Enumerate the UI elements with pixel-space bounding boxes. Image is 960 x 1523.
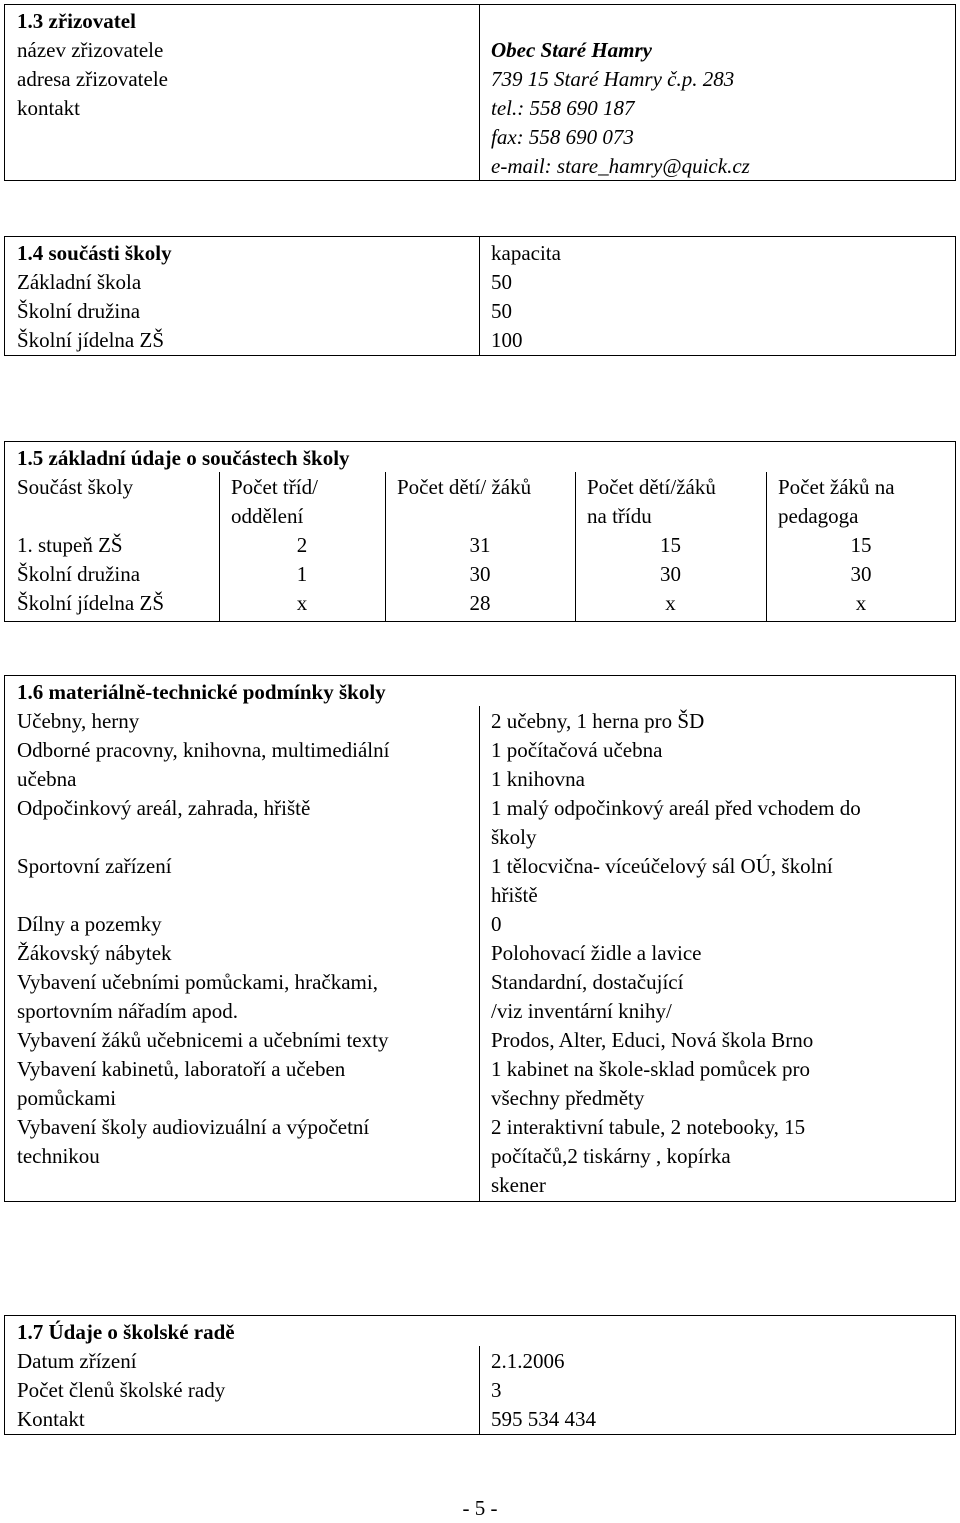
row-label: Školní jídelna ZŠ (17, 328, 164, 352)
table-cell: 2 (296, 533, 308, 557)
table-cell: x (855, 591, 867, 615)
row-value: 2.1.2006 (491, 1349, 565, 1373)
row-label: Odborné pracovny, knihovna, multimediální (17, 738, 390, 762)
header-na-tridu-2: na třídu (587, 504, 652, 528)
table-cell: 15 (660, 533, 681, 557)
row-value: 1 malý odpočinkový areál před vchodem do (491, 796, 861, 820)
section-title: 1.7 Údaje o školské radě (17, 1320, 235, 1344)
row-value: 100 (491, 328, 523, 352)
capacity-header: kapacita (491, 241, 561, 265)
table-cell: 30 (469, 562, 491, 586)
section-title: 1.6 materiálně-technické podmínky školy (17, 680, 386, 704)
label-nazev: název zřizovatele (17, 38, 164, 62)
row-label: Sportovní zařízení (17, 854, 172, 878)
table-cell: x (296, 591, 308, 615)
row-label: technikou (17, 1144, 100, 1168)
header-na-tridu: Počet dětí/žáků (587, 475, 716, 499)
label-adresa: adresa zřizovatele (17, 67, 168, 91)
section-soucasti (4, 236, 956, 356)
section-materialne-technicke (4, 675, 956, 1202)
table-cell: 28 (469, 591, 491, 615)
row-value: 1 kabinet na škole-sklad pomůcek pro (491, 1057, 810, 1081)
table-cell: Školní družina (17, 562, 141, 586)
header-pocet-trid-2: oddělení (231, 504, 304, 528)
table-cell: 15 (850, 533, 872, 557)
row-value: 2 interaktivní tabule, 2 notebooky, 15 (491, 1115, 806, 1139)
row-value: 50 (491, 299, 512, 323)
value-email: e-mail: stare_hamry@quick.cz (491, 154, 750, 178)
row-label: Vybavení školy audiovizuální a výpočetní (17, 1115, 370, 1139)
row-value: /viz inventární knihy/ (491, 999, 672, 1023)
row-value: školy (491, 825, 537, 849)
row-label: učebna (17, 767, 77, 791)
row-label: Počet členů školské rady (17, 1378, 226, 1402)
row-label: Základní škola (17, 270, 142, 294)
column-divider (479, 706, 480, 1201)
row-label: Učebny, herny (17, 709, 140, 733)
row-value: Standardní, dostačující (491, 970, 684, 994)
value-fax: fax: 558 690 073 (491, 125, 634, 149)
section-title: 1.4 součásti školy (17, 241, 172, 265)
column-divider (479, 237, 480, 355)
row-label: Vybavení kabinetů, laboratoří a učeben (17, 1057, 346, 1081)
value-adresa: 739 15 Staré Hamry č.p. 283 (491, 67, 735, 91)
header-pocet-trid: Počet tříd/ (231, 475, 318, 499)
value-nazev: Obec Staré Hamry (491, 38, 652, 62)
table-cell: 1 (296, 562, 308, 586)
row-label: Datum zřízení (17, 1349, 137, 1373)
column-divider (479, 5, 480, 180)
row-label: Dílny a pozemky (17, 912, 162, 936)
row-value: všechny předměty (491, 1086, 645, 1110)
header-na-pedagoga: Počet žáků na (778, 475, 895, 499)
row-value: Polohovací židle a lavice (491, 941, 702, 965)
row-label: pomůckami (17, 1086, 117, 1110)
section-zakladni-udaje (4, 441, 956, 622)
row-label: Odpočinkový areál, zahrada, hřiště (17, 796, 311, 820)
column-divider (479, 1346, 480, 1434)
row-label: Vybavení žáků učebnicemi a učebními texty (17, 1028, 389, 1052)
header-na-pedagoga-2: pedagoga (778, 504, 859, 528)
value-tel: tel.: 558 690 187 (491, 96, 635, 120)
row-value: 0 (491, 912, 502, 936)
header-pocet-deti: Počet dětí/ žáků (397, 475, 532, 499)
row-value: 1 knihovna (491, 767, 585, 791)
section-skolska-rada (4, 1315, 956, 1435)
table-cell: 1. stupeň ZŠ (17, 533, 123, 557)
label-kontakt: kontakt (17, 96, 80, 120)
header-soucast: Součást školy (17, 475, 134, 499)
table-cell: x (665, 591, 676, 615)
row-value: Prodos, Alter, Educi, Nová škola Brno (491, 1028, 814, 1052)
row-label: Školní družina (17, 299, 141, 323)
row-value: 2 učebny, 1 herna pro ŠD (491, 709, 705, 733)
row-value: 595 534 434 (491, 1407, 596, 1431)
section-title: 1.5 základní údaje o součástech školy (17, 446, 350, 470)
page-number: - 5 - (462, 1496, 498, 1520)
section-title: 1.3 zřizovatel (17, 9, 136, 33)
row-value: 1 tělocvična- víceúčelový sál OÚ, školní (491, 854, 833, 878)
row-value: 50 (491, 270, 512, 294)
table-cell: 31 (469, 533, 491, 557)
table-cell: 30 (850, 562, 872, 586)
row-label: Žákovský nábytek (17, 941, 172, 965)
table-cell: 30 (660, 562, 681, 586)
row-value: 3 (491, 1378, 502, 1402)
row-label: Kontakt (17, 1407, 85, 1431)
table-cell: Školní jídelna ZŠ (17, 591, 164, 615)
row-value: hřiště (491, 883, 538, 907)
row-value: skener (491, 1173, 546, 1197)
row-value: 1 počítačová učebna (491, 738, 663, 762)
row-label: sportovním nářadím apod. (17, 999, 239, 1023)
row-value: počítačů,2 tiskárny , kopírka (491, 1144, 731, 1168)
row-label: Vybavení učebními pomůckami, hračkami, (17, 970, 378, 994)
section-zrizovatel (4, 4, 956, 181)
